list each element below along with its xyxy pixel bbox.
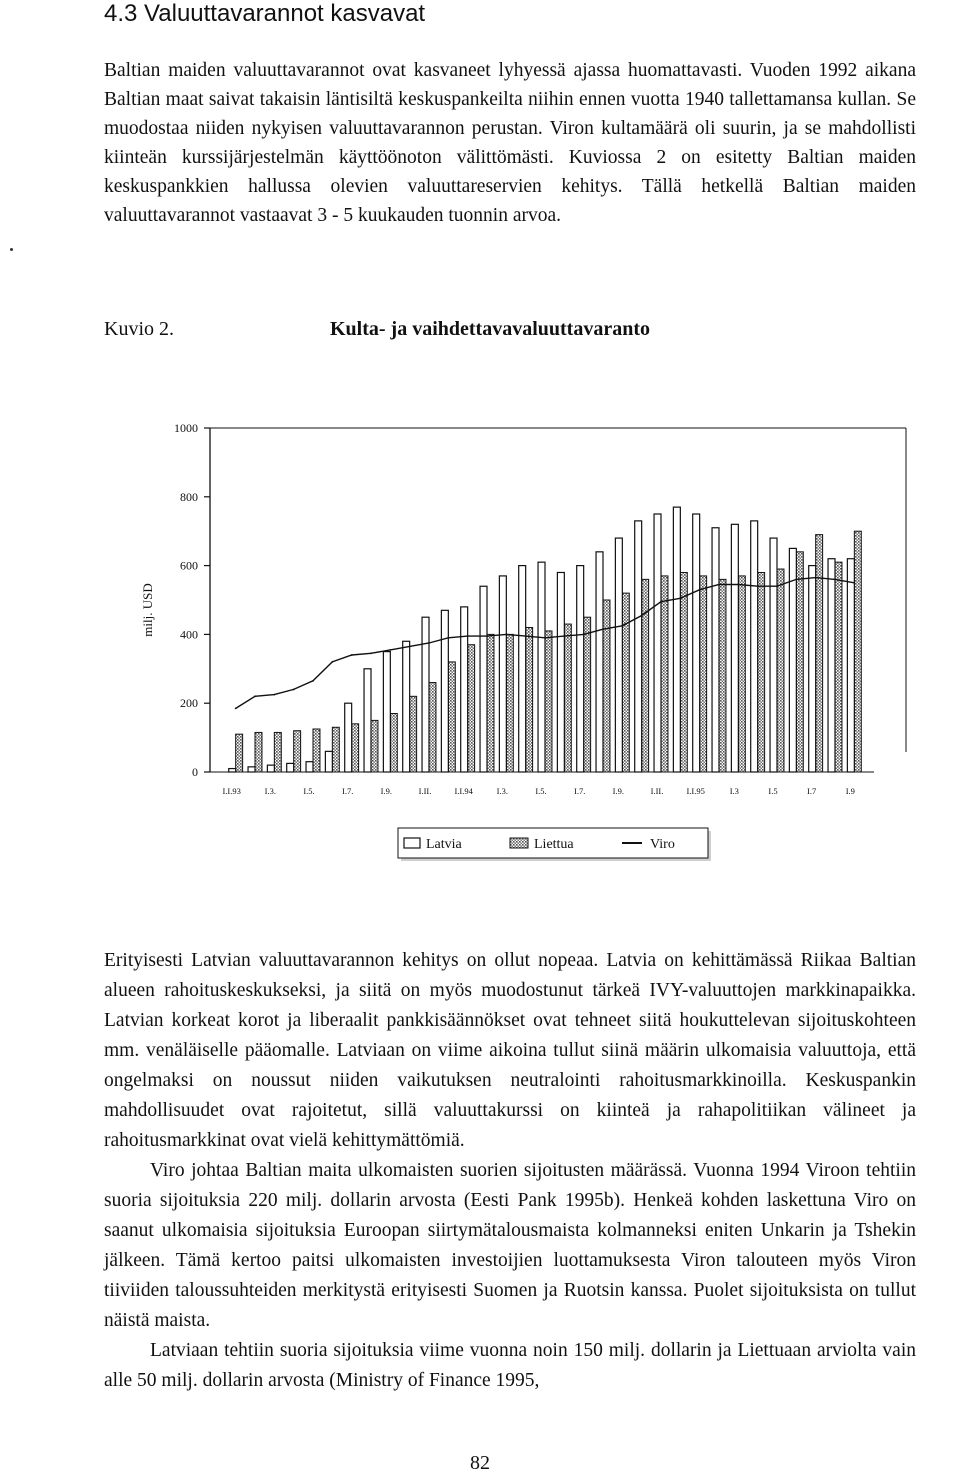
legend-label-liettua: Liettua	[534, 837, 574, 852]
bar-liettua	[390, 714, 397, 772]
body-paragraph-3: Latviaan tehtiin suoria sijoituksia viime vuonna noin 150 milj. dollarin ja Liettuaan arviolta vain alle 50 milj. dollarin arvosta (Ministry of Finance 1995,	[104, 1340, 916, 1391]
bar-latvia	[422, 617, 429, 772]
point-viro	[699, 589, 701, 591]
point-viro	[583, 634, 585, 636]
legend-swatch-latvia	[404, 838, 420, 848]
bar-latvia	[325, 751, 332, 772]
point-viro	[486, 635, 488, 637]
bar-latvia	[441, 610, 448, 772]
bar-latvia	[267, 765, 274, 772]
y-axis-label: milj. USD	[140, 583, 155, 637]
bar-latvia	[635, 521, 642, 772]
bar-liettua	[816, 535, 823, 772]
bar-liettua	[236, 734, 243, 772]
x-tick-label: I.5.	[535, 786, 547, 796]
x-tick-label: I.3.	[496, 786, 509, 796]
point-viro	[331, 661, 333, 663]
bar-latvia	[480, 586, 487, 772]
point-viro	[795, 578, 797, 580]
point-viro	[312, 680, 314, 682]
point-viro	[505, 634, 507, 636]
bar-liettua	[294, 731, 301, 772]
point-viro	[370, 652, 372, 654]
point-viro	[660, 601, 662, 603]
point-viro	[525, 635, 527, 637]
bar-liettua	[738, 576, 745, 772]
y-tick-label: 800	[180, 489, 198, 504]
x-tick-label: I.3	[729, 786, 739, 796]
bar-liettua	[603, 600, 610, 772]
point-viro	[853, 582, 855, 584]
body-paragraph-1: Erityisesti Latvian valuuttavarannon kehitys on ollut nopeaa. Latvia on kehittämässä Riikaa Baltian alueen rahoituskeskukseksi, ja siitä on myös muodostunut tärkeä IVY-valuuttojen markkinapaikka. Latvian korkeat korot ja liberaalit pankkisäännökset ovat tehneet siitä houkuttelevan sijoituskohteen mm. venäläiselle pääomalle. Latviaan on viime aikoina tullut siinä määrin ulkomaisia valuuttoja, että ongelmaksi on noussut niiden vaikutuksen neutralointi rahoitusmarkkinoilla. Keskuspankin mahdollisuudet ovat rajoitetut, sillä valuuttakurssi on kiinteä ja rahapolitiikan välineet ja rahoitusmarkkinat ovat vielä kehittymättömiä.	[104, 950, 916, 1151]
point-viro	[757, 585, 759, 587]
bar-liettua	[487, 634, 494, 772]
bar-latvia	[364, 669, 371, 772]
bar-latvia	[403, 641, 410, 772]
bar-latvia	[712, 528, 719, 772]
figure-title: Kulta- ja vaihdettavavaluuttavaranto	[330, 318, 650, 340]
bar-liettua	[642, 579, 649, 772]
legend-label-viro: Viro	[650, 837, 675, 852]
bar-latvia	[519, 566, 526, 772]
figure-label: Kuvio 2.	[104, 318, 174, 340]
bar-liettua	[758, 572, 765, 772]
bar-liettua	[835, 562, 842, 772]
chart-container	[0, 400, 960, 880]
x-tick-label: I.I.94	[454, 786, 473, 796]
x-tick-label: I.7	[807, 786, 817, 796]
point-viro	[254, 695, 256, 697]
bar-latvia	[828, 559, 835, 772]
intro-paragraph: Baltian maiden valuuttavarannot ovat kasvaneet lyhyessä ajassa huomattavasti. Vuoden 1992 aikana Baltian maat saivat takaisin läntisiltä keskuspankeilta niihin ennen vuotta 1940 tallettamansa kullan. Se muodostaa niiden nykyisen valuuttavarannon perustan. Viron kultamäärä oli suurin, ja se mahdollisti kiinteän kurssijärjestelmän käyttöönoton välittömästi. Kuviossa 2 on esitetty Baltian maiden keskuspankkien hallussa olevien valuuttareservien kehitys. Tällä hetkellä Baltian maiden valuuttavarannot vastaavat 3 - 5 kuukauden tuonnin arvoa.	[104, 60, 916, 226]
point-viro	[409, 646, 411, 648]
x-tick-label: I.II.	[650, 786, 664, 796]
bar-latvia	[306, 762, 313, 772]
bar-liettua	[274, 732, 281, 772]
point-viro	[563, 635, 565, 637]
bar-latvia	[654, 514, 661, 772]
bar-latvia	[461, 607, 468, 772]
bar-latvia	[693, 514, 700, 772]
legend-swatch-liettua	[510, 838, 528, 848]
point-viro	[273, 694, 275, 696]
x-tick-label: I.5.	[303, 786, 315, 796]
bar-liettua	[545, 631, 552, 772]
point-viro	[389, 649, 391, 651]
bar-latvia	[538, 562, 545, 772]
x-tick-label: I.7.	[341, 786, 354, 796]
y-tick-label: 0	[192, 765, 198, 779]
bar-latvia	[577, 566, 584, 772]
bar-liettua	[429, 683, 436, 772]
margin-mark	[10, 248, 13, 251]
bar-liettua	[661, 576, 668, 772]
x-tick-label: I.II.	[418, 786, 432, 796]
bar-latvia	[673, 507, 680, 772]
bar-latvia	[229, 769, 236, 772]
y-tick-label: 200	[180, 696, 198, 711]
bar-latvia	[731, 524, 738, 772]
bar-latvia	[770, 538, 777, 772]
point-viro	[737, 584, 739, 586]
bar-liettua	[680, 572, 687, 772]
point-viro	[428, 642, 430, 644]
point-viro	[467, 635, 469, 637]
x-tick-label: I.9.	[380, 786, 393, 796]
bar-latvia	[615, 538, 622, 772]
point-viro	[621, 625, 623, 627]
bar-liettua	[719, 579, 726, 772]
x-tick-label: I.I.95	[686, 786, 705, 796]
bar-liettua	[526, 628, 533, 772]
bar-latvia	[751, 521, 758, 772]
bar-liettua	[777, 569, 784, 772]
x-tick-label: I.5	[768, 786, 778, 796]
bar-latvia	[809, 566, 816, 772]
body-text	[104, 946, 916, 1396]
bar-latvia	[383, 652, 390, 772]
point-viro	[602, 628, 604, 630]
y-tick-label: 600	[180, 558, 198, 573]
bar-latvia	[557, 572, 564, 772]
bar-liettua	[332, 727, 339, 772]
x-tick-label: I.9	[845, 786, 855, 796]
x-tick-label: I.3.	[264, 786, 277, 796]
bar-liettua	[506, 634, 513, 772]
bar-liettua	[622, 593, 629, 772]
reserves-chart	[0, 400, 960, 880]
bar-liettua	[352, 724, 359, 772]
bar-liettua	[255, 732, 262, 772]
bar-latvia	[287, 763, 294, 772]
x-tick-label: I.I.93	[222, 786, 241, 796]
bar-liettua	[700, 576, 707, 772]
bar-latvia	[248, 767, 255, 772]
legend-label-latvia: Latvia	[426, 837, 462, 852]
point-viro	[447, 637, 449, 639]
x-tick-label: I.7.	[573, 786, 586, 796]
bar-liettua	[854, 531, 861, 772]
point-viro	[718, 584, 720, 586]
point-viro	[544, 637, 546, 639]
bar-liettua	[468, 645, 475, 772]
bar-latvia	[499, 576, 506, 772]
point-viro	[641, 615, 643, 617]
bar-liettua	[584, 617, 591, 772]
y-tick-label: 1000	[174, 421, 198, 435]
bar-liettua	[796, 552, 803, 772]
point-viro	[834, 578, 836, 580]
point-viro	[351, 654, 353, 656]
point-viro	[679, 597, 681, 599]
bar-liettua	[313, 729, 320, 772]
point-viro	[235, 707, 237, 709]
bar-liettua	[448, 662, 455, 772]
y-tick-label: 400	[180, 627, 198, 642]
point-viro	[776, 585, 778, 587]
x-tick-label: I.9.	[612, 786, 625, 796]
bar-latvia	[596, 552, 603, 772]
section-title: 4.3 Valuuttavarannot kasvavat	[104, 0, 426, 27]
bar-liettua	[410, 696, 417, 772]
bar-latvia	[345, 703, 352, 772]
body-paragraph-2: Viro johtaa Baltian maita ulkomaisten suorien sijoitusten määrässä. Vuonna 1994 Viroon tehtiin suoria sijoituksia 220 milj. dollarin arvosta (Eesti Pank 1995b). Henkeä kohden laskettuna Viro on saanut ulkomaisia sijoituksia Euroopan siirtymätalousmaista kolmanneksi eniten Unkarin ja Tshekin jälkeen. Tämä kertoo paitsi ulkomaisten investoijien luottamuksesta Viron talouteen myös Viron tiiviiden taloussuhteiden merkitystä erityisesti Suomen ja Ruotsin kanssa. Puolet sijoituksista on tullut näistä maista.	[104, 1160, 916, 1331]
bar-liettua	[564, 624, 571, 772]
point-viro	[293, 689, 295, 691]
bar-liettua	[371, 720, 378, 772]
page-number: 82	[470, 1452, 490, 1474]
point-viro	[815, 577, 817, 579]
bar-latvia	[847, 559, 854, 772]
